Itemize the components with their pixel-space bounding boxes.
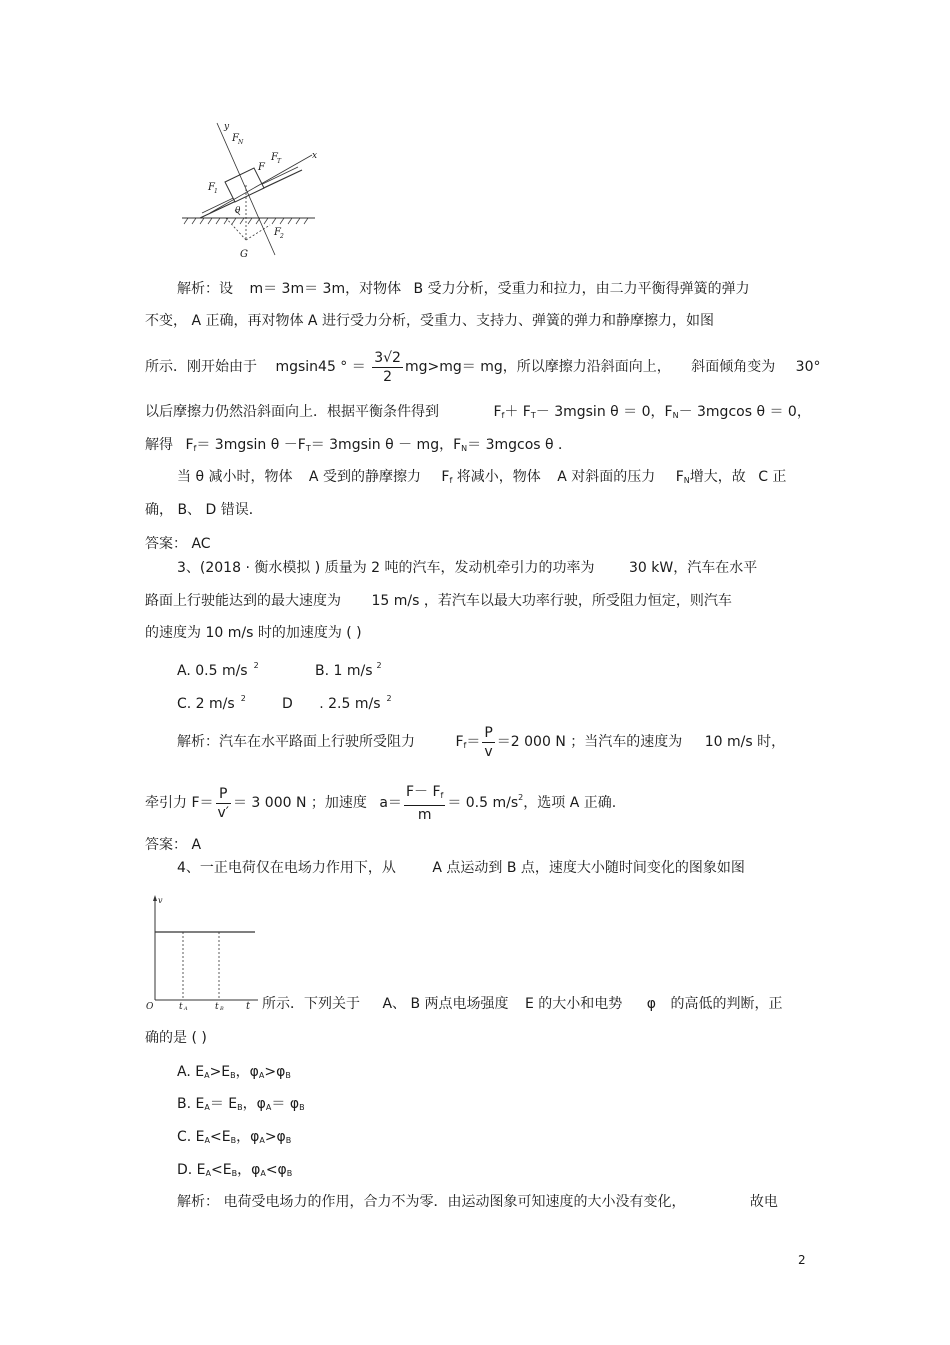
question-4-option-a: A. $E_A>E_B$，$\varphi_A>\varphi_B$ <box>177 1064 291 1080</box>
fraction-3root2-over-2: $\frac{3√2}{2}$ <box>374 349 401 385</box>
question-3-option-b: B. 1 m/s $^2$ <box>315 661 382 679</box>
question-3-solution-line-2: 牵引力 F＝ $\frac{P}{v'}$ ＝ 3 000 N ；加速度 a＝ $\frac{F- F_f}{m}$ ＝ 0.5 $m/s^2$，选项 A 正确. <box>145 783 617 823</box>
force-diagram-figure <box>180 115 320 265</box>
page-number: 2 <box>798 1253 806 1267</box>
svg-text:t: t <box>215 1002 219 1010</box>
analysis-line-7: 确， B、 D 错误． <box>145 502 263 518</box>
svg-text:y: y <box>224 122 230 132</box>
svg-text:F: F <box>258 162 265 173</box>
svg-text:x: x <box>312 151 318 161</box>
question-4-line-2: 所示．下列关于 A、 B 两点电场强度 E 的大小和电势 φ 的高低的判断，正 <box>262 996 783 1012</box>
answer-3: 答案： A <box>145 837 202 853</box>
question-4-option-c: C. $E_A<E_B$，$\varphi_A>\varphi_B$ <box>177 1129 292 1145</box>
answer-2: 答案： AC <box>145 536 211 552</box>
svg-text:F: F <box>271 152 278 163</box>
velocity-time-graph <box>143 892 263 1010</box>
analysis-line-3: 所示．刚开始由于 mgsin45 ° ＝ $\frac{3√2}{2}$ mg>mg＝ mg，所以摩擦力沿斜面向上， 斜面倾角变为 30° <box>145 349 821 385</box>
svg-text:G: G <box>240 249 248 260</box>
question-3-line-3: 的速度为 10 m/s 时的加速度为 ( ) <box>145 625 362 641</box>
svg-text:N: N <box>238 139 244 146</box>
svg-text:1: 1 <box>214 188 218 195</box>
question-4-option-d: D. $E_A<E_B$，$\varphi_A<\varphi_B$ <box>177 1162 293 1178</box>
question-3-solution-line-1: 解析：汽车在水平路面上行驶所受阻力 $F_f=$ $\frac{P}{v}$ ＝2 000 N ；当汽车的速度为 10 m/s 时， <box>177 724 786 760</box>
question-3-option-a: A. 0.5 m/s $^2$ <box>177 661 259 679</box>
question-4-line-3: 确的是 ( ) <box>145 1030 207 1046</box>
svg-text:T: T <box>277 158 282 165</box>
question-3-line-2: 路面上行驶能达到的最大速度为 15 m/s ，若汽车以最大功率行驶，所受阻力恒定，则汽车 <box>145 593 732 609</box>
question-3-line-1: 3、(2018 · 衡水模拟 ) 质量为 2 吨的汽车，发动机牵引力的功率为 30 kW，汽车在水平 <box>177 560 758 576</box>
question-4-option-b: B. $E_A= E_B$，$\varphi_A= \varphi_B$ <box>177 1096 305 1112</box>
svg-text:θ: θ <box>235 206 241 216</box>
svg-text:t: t <box>179 1002 183 1010</box>
svg-text:t: t <box>246 1001 251 1010</box>
svg-text:O: O <box>146 1002 154 1010</box>
analysis-line-4: 以后摩擦力仍然沿斜面向上．根据平衡条件得到 $F_f+ F_T- 3mgsin$ θ ＝ 0，$F_N- 3mgcos$ θ ＝ 0， <box>145 404 811 420</box>
svg-text:F: F <box>208 182 215 193</box>
question-3-option-d: D . 2.5 m/s $^2$ <box>282 694 392 712</box>
analysis-line-2: 不变， A 正确，再对物体 A 进行受力分析，受重力、支持力、弹簧的弹力和静摩擦力，如图 <box>145 313 714 329</box>
svg-text:F: F <box>274 227 281 238</box>
question-3-option-c: C. 2 m/s $^2$ <box>177 694 246 712</box>
svg-text:B: B <box>220 1006 224 1010</box>
analysis-line-6: 当 θ 减小时，物体 A 受到的静摩擦力 $F_f$ 将减小，物体 A 对斜面的压力 $F_N$增大，故 C 正 <box>177 469 787 485</box>
question-4-line-1: 4、一正电荷仅在电场力作用下，从 A 点运动到 B 点，速度大小随时间变化的图象如图 <box>177 860 745 876</box>
svg-text:2: 2 <box>280 233 284 240</box>
question-4-solution-line-1: 解析： 电荷受电场力的作用，合力不为零．由运动图象可知速度的大小没有变化， 故电 <box>177 1194 778 1210</box>
analysis-line-1: 解析：设 m＝ 3m＝ 3m，对物体 B 受力分析，受重力和拉力，由二力平衡得弹簧的弹力 <box>177 281 750 297</box>
svg-text:F: F <box>232 133 239 144</box>
svg-text:v: v <box>158 896 163 905</box>
svg-text:A: A <box>184 1006 188 1010</box>
analysis-line-5: 解得 $F_f= 3mgsin$ $\theta -F_T= 3mgsin$ θ － mg，$F_N= 3mgcos$ θ ． <box>145 437 573 453</box>
